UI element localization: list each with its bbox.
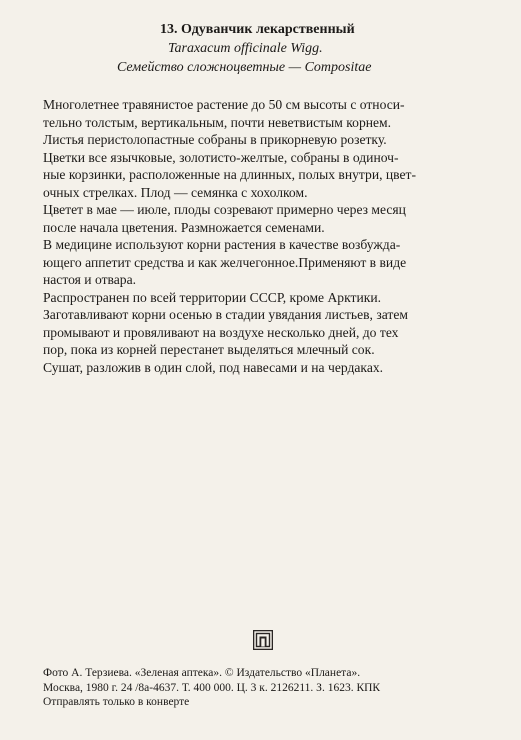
paragraph-distribution xyxy=(43,289,491,377)
text-line: Распространен по всей территории СССР, кроме Арктики. xyxy=(43,289,382,305)
text-line: Цветки все язычковые, золотисто-желтые, собраны в одиноч- xyxy=(43,149,399,165)
text-line: очных стрелках. Плод — семянка с хохолком. xyxy=(43,184,308,200)
text-line: после начала цветения. Размножается семенами. xyxy=(43,219,325,235)
text-line: Заготавливают корни осенью в стадии увядания листьев, затем xyxy=(43,307,408,322)
text-line: промывают и провяливают на воздухе несколько дней, до тех xyxy=(43,324,399,340)
text-line: ные корзинки, расположенные на длинных, полых внутри, цвет- xyxy=(43,167,417,182)
imprint-line-mailing: Отправлять только в конверте xyxy=(43,696,190,708)
page-title: 13. Одуванчик лекарственный xyxy=(160,22,355,37)
text-line: Цветет в мае — июле, плоды созревают примерно через месяц xyxy=(43,202,406,217)
imprint-line-credits: Фото А. Терзиева. «Зеленая аптека». © Издательство «Планета». xyxy=(43,667,361,679)
imprint xyxy=(43,666,483,710)
paragraph-medicine xyxy=(43,236,491,289)
family-name: Семейство сложноцветные — Compositae xyxy=(117,60,372,75)
text-line: В медицине используют корни растения в качестве возбужда- xyxy=(43,237,401,252)
paragraph-description xyxy=(43,96,491,201)
latin-name: Taraxacum officinale Wigg. xyxy=(168,41,323,56)
publisher-logo-icon xyxy=(253,630,273,650)
text-line: тельно толстым, вертикальным, почти неветвистым корнем. xyxy=(43,114,392,130)
text-line: настоя и отвара. xyxy=(43,272,137,287)
description-text xyxy=(43,96,491,376)
text-line: пор, пока из корней перестанет выделяться млечный сок. xyxy=(43,342,375,357)
text-line: ющего аппетит средства и как желчегонное.Применяют в виде xyxy=(43,254,407,270)
paragraph-flowering xyxy=(43,201,491,236)
text-line: Листья перистолопастные собраны в прикорневую розетку. xyxy=(43,132,387,147)
text-line: Сушат, разложив в один слой, под навесами и на чердаках. xyxy=(43,359,384,375)
imprint-line-publishing: Москва, 1980 г. 24 /8а-4637. Т. 400 000. Ц. 3 к. 2126211. З. 1623. КПК xyxy=(43,681,381,694)
text-line: Многолетнее травянистое растение до 50 см высоты с относи- xyxy=(43,97,405,112)
